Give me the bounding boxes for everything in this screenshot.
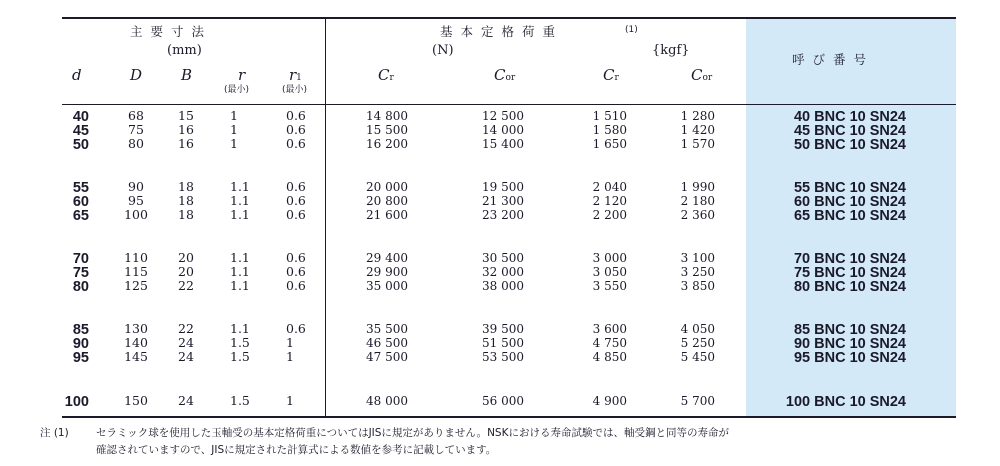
cell-r1: 0.6 xyxy=(286,122,306,137)
cell-cor-n: 32 000 xyxy=(482,265,524,279)
load-ratings-heading: 基本定格荷重 xyxy=(440,24,564,39)
cell-cr-n: 16 200 xyxy=(366,137,408,151)
cell-r: 1 xyxy=(230,108,238,123)
col-chamfer-r1: r1 xyxy=(289,66,302,84)
col-chamfer-r: r xyxy=(238,66,246,84)
cell-r: 1.1 xyxy=(230,207,250,222)
cell-B: 15 xyxy=(178,108,194,123)
cell-cor-n: 38 000 xyxy=(482,279,524,293)
cell-d: 70 xyxy=(72,251,89,267)
cell-cor-n: 23 200 xyxy=(482,208,524,222)
cell-cor-n: 56 000 xyxy=(482,394,524,408)
cell-designation: 70 BNC 10 SN24 xyxy=(793,251,906,267)
cell-B: 24 xyxy=(178,335,194,350)
cell-D: 68 xyxy=(128,108,144,123)
cell-r1: 1 xyxy=(286,335,294,350)
cell-cor-kgf: 1 570 xyxy=(680,137,715,151)
cell-cr-n: 14 800 xyxy=(366,109,408,123)
cell-r1: 1 xyxy=(286,349,294,364)
cell-designation: 75 BNC 10 SN24 xyxy=(793,265,906,281)
cell-d: 75 xyxy=(72,265,89,281)
cell-cor-kgf: 3 100 xyxy=(680,251,715,265)
cell-r: 1.1 xyxy=(230,264,250,279)
col-r-min-label: (最小) xyxy=(224,85,250,95)
cell-B: 22 xyxy=(178,321,194,336)
cell-cor-kgf: 2 180 xyxy=(680,194,715,208)
cell-B: 18 xyxy=(178,179,194,194)
cell-r1: 0.6 xyxy=(286,193,306,208)
cell-B: 16 xyxy=(178,136,194,151)
cell-r1: 0.6 xyxy=(286,264,306,279)
cell-r1: 0.6 xyxy=(286,207,306,222)
col-cor-kgf: Cor xyxy=(691,66,713,84)
cell-B: 18 xyxy=(178,207,194,222)
cell-D: 140 xyxy=(124,335,148,350)
cell-cr-kgf: 3 550 xyxy=(592,279,627,293)
cell-B: 24 xyxy=(178,349,194,364)
cell-cr-kgf: 3 000 xyxy=(592,251,627,265)
cell-r1: 1 xyxy=(286,393,294,408)
cell-cr-kgf: 4 900 xyxy=(592,394,627,408)
load-ratings-footnote-ref: (1) xyxy=(625,25,638,35)
cell-D: 115 xyxy=(124,264,148,279)
cell-cor-n: 14 000 xyxy=(482,123,524,137)
cell-designation: 80 BNC 10 SN24 xyxy=(793,279,906,295)
cell-cr-kgf: 2 120 xyxy=(592,194,627,208)
cell-r1: 0.6 xyxy=(286,179,306,194)
cell-cr-n: 29 900 xyxy=(366,265,408,279)
cell-cr-n: 20 000 xyxy=(366,180,408,194)
cell-r: 1.1 xyxy=(230,193,250,208)
cell-cor-n: 51 500 xyxy=(482,336,524,350)
cell-cor-kgf: 4 050 xyxy=(680,322,715,336)
cell-d: 95 xyxy=(72,350,89,366)
cell-cr-kgf: 1 650 xyxy=(592,137,627,151)
cell-cr-n: 46 500 xyxy=(366,336,408,350)
cell-r: 1.1 xyxy=(230,278,250,293)
cell-cor-kgf: 5 700 xyxy=(680,394,715,408)
cell-r: 1.5 xyxy=(230,349,250,364)
cell-cr-kgf: 2 040 xyxy=(592,180,627,194)
cell-d: 65 xyxy=(72,208,89,224)
cell-d: 45 xyxy=(72,123,89,139)
cell-d: 90 xyxy=(72,336,89,352)
cell-cr-n: 21 600 xyxy=(366,208,408,222)
cell-designation: 65 BNC 10 SN24 xyxy=(793,208,906,224)
cell-designation: 55 BNC 10 SN24 xyxy=(793,180,906,196)
cell-cr-kgf: 3 050 xyxy=(592,265,627,279)
col-cr-kgf: Cr xyxy=(603,66,619,84)
cell-d: 50 xyxy=(72,137,89,153)
cell-cr-n: 47 500 xyxy=(366,350,408,364)
dims-divider xyxy=(325,18,326,416)
footnote-line-1: セラミック球を使用した玉軸受の基本定格荷重についてはJISに規定がありません。NSKにおける寿命試験では、軸受鋼と同等の寿命が xyxy=(96,427,729,439)
cell-D: 150 xyxy=(124,393,148,408)
cell-D: 130 xyxy=(124,321,148,336)
cell-designation: 50 BNC 10 SN24 xyxy=(793,137,906,153)
col-cr-n: Cr xyxy=(378,66,394,84)
cell-D: 145 xyxy=(124,349,148,364)
header-bottom-rule xyxy=(62,104,956,105)
cell-cor-kgf: 1 990 xyxy=(680,180,715,194)
cell-designation: 60 BNC 10 SN24 xyxy=(793,194,906,210)
cell-cor-n: 12 500 xyxy=(482,109,524,123)
cell-cor-n: 53 500 xyxy=(482,350,524,364)
cell-r1: 0.6 xyxy=(286,278,306,293)
cell-cor-kgf: 5 250 xyxy=(680,336,715,350)
cell-r1: 0.6 xyxy=(286,136,306,151)
cell-cor-kgf: 3 250 xyxy=(680,265,715,279)
cell-r1: 0.6 xyxy=(286,321,306,336)
cell-designation: 40 BNC 10 SN24 xyxy=(793,109,906,125)
cell-designation: 95 BNC 10 SN24 xyxy=(793,350,906,366)
cell-cor-kgf: 2 360 xyxy=(680,208,715,222)
cell-cr-kgf: 2 200 xyxy=(592,208,627,222)
col-cor-n: Cor xyxy=(494,66,516,84)
footnote-marker: 注 (1) xyxy=(40,427,69,439)
cell-cr-n: 20 800 xyxy=(366,194,408,208)
cell-D: 125 xyxy=(124,278,148,293)
cell-cr-kgf: 4 750 xyxy=(592,336,627,350)
cell-d: 100 xyxy=(64,394,89,410)
cell-r: 1.1 xyxy=(230,321,250,336)
cell-cr-kgf: 3 600 xyxy=(592,322,627,336)
cell-cr-kgf: 1 580 xyxy=(592,123,627,137)
cell-D: 90 xyxy=(128,179,144,194)
unit-newton: (N) xyxy=(432,43,454,58)
cell-cr-n: 29 400 xyxy=(366,251,408,265)
cell-D: 80 xyxy=(128,136,144,151)
cell-B: 20 xyxy=(178,264,194,279)
cell-cr-n: 35 500 xyxy=(366,322,408,336)
cell-d: 40 xyxy=(72,109,89,125)
cell-d: 85 xyxy=(72,322,89,338)
cell-D: 95 xyxy=(128,193,144,208)
col-bore-d: d xyxy=(72,66,82,84)
unit-kgf: {kgf} xyxy=(652,43,690,58)
cell-designation: 100 BNC 10 SN24 xyxy=(785,394,906,410)
cell-D: 110 xyxy=(124,250,148,265)
cell-designation: 45 BNC 10 SN24 xyxy=(793,123,906,139)
cell-cr-kgf: 1 510 xyxy=(592,109,627,123)
table-bottom-rule xyxy=(62,416,956,418)
col-outer-D: D xyxy=(130,66,143,84)
cell-cr-kgf: 4 850 xyxy=(592,350,627,364)
cell-B: 24 xyxy=(178,393,194,408)
cell-cor-kgf: 5 450 xyxy=(680,350,715,364)
cell-cor-n: 19 500 xyxy=(482,180,524,194)
cell-cr-n: 15 500 xyxy=(366,123,408,137)
cell-r1: 0.6 xyxy=(286,250,306,265)
cell-r: 1 xyxy=(230,122,238,137)
cell-B: 22 xyxy=(178,278,194,293)
designation-heading: 呼び番号 xyxy=(792,52,875,67)
cell-D: 100 xyxy=(124,207,148,222)
cell-cr-n: 48 000 xyxy=(366,394,408,408)
cell-d: 80 xyxy=(72,279,89,295)
cell-cor-kgf: 3 850 xyxy=(680,279,715,293)
cell-r: 1.5 xyxy=(230,335,250,350)
col-r1-min-label: (最小) xyxy=(282,85,308,95)
cell-B: 20 xyxy=(178,250,194,265)
main-dimensions-unit: (mm) xyxy=(167,43,202,58)
col-width-B: B xyxy=(181,66,193,84)
footnote-line-2: 確認されていますので、JISに規定された計算式による数値を参考に記載しています。 xyxy=(96,444,497,456)
cell-designation: 85 BNC 10 SN24 xyxy=(793,322,906,338)
cell-cor-n: 21 300 xyxy=(482,194,524,208)
cell-cor-n: 15 400 xyxy=(482,137,524,151)
cell-r: 1.1 xyxy=(230,250,250,265)
cell-d: 60 xyxy=(72,194,89,210)
cell-D: 75 xyxy=(128,122,144,137)
cell-B: 18 xyxy=(178,193,194,208)
cell-r: 1.1 xyxy=(230,179,250,194)
cell-cor-kgf: 1 280 xyxy=(680,109,715,123)
main-dimensions-heading: 主要寸法 xyxy=(130,24,213,39)
cell-cr-n: 35 000 xyxy=(366,279,408,293)
cell-r: 1 xyxy=(230,136,238,151)
cell-B: 16 xyxy=(178,122,194,137)
cell-cor-n: 30 500 xyxy=(482,251,524,265)
cell-cor-kgf: 1 420 xyxy=(680,123,715,137)
cell-r1: 0.6 xyxy=(286,108,306,123)
cell-designation: 90 BNC 10 SN24 xyxy=(793,336,906,352)
table-top-rule xyxy=(62,17,956,19)
cell-r: 1.5 xyxy=(230,393,250,408)
cell-cor-n: 39 500 xyxy=(482,322,524,336)
cell-d: 55 xyxy=(72,180,89,196)
